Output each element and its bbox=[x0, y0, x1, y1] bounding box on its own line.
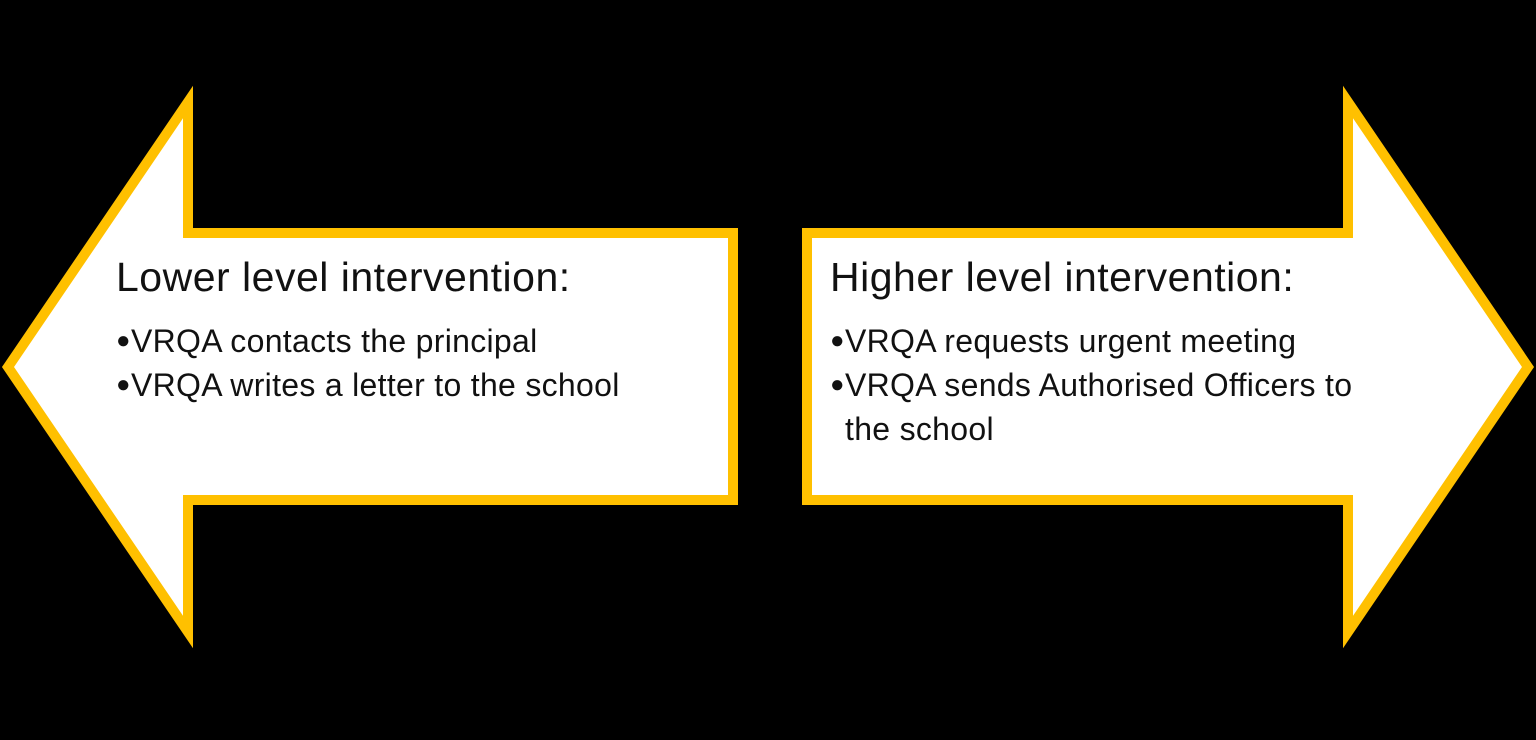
bullet-icon: ● bbox=[830, 327, 845, 355]
right-arrow-heading: Higher level intervention: bbox=[830, 254, 1295, 300]
bullet-icon: ● bbox=[830, 371, 845, 399]
list-item-text: VRQA contacts the principal bbox=[131, 323, 538, 360]
left-arrow-list bbox=[116, 319, 736, 407]
list-item bbox=[830, 319, 1378, 363]
bullet-icon: ● bbox=[116, 327, 131, 355]
left-arrow-content bbox=[116, 252, 736, 407]
list-item bbox=[116, 319, 736, 363]
list-item-text: VRQA requests urgent meeting bbox=[845, 323, 1297, 360]
list-item-text: VRQA sends Authorised Officers to the school bbox=[845, 367, 1353, 448]
bullet-icon: ● bbox=[116, 371, 131, 399]
right-arrow-content bbox=[830, 252, 1378, 451]
right-arrow-list bbox=[830, 319, 1378, 451]
left-arrow-heading: Lower level intervention: bbox=[116, 254, 571, 300]
list-item-text: VRQA writes a letter to the school bbox=[131, 367, 620, 404]
list-item bbox=[116, 363, 736, 407]
list-item bbox=[830, 363, 1378, 451]
